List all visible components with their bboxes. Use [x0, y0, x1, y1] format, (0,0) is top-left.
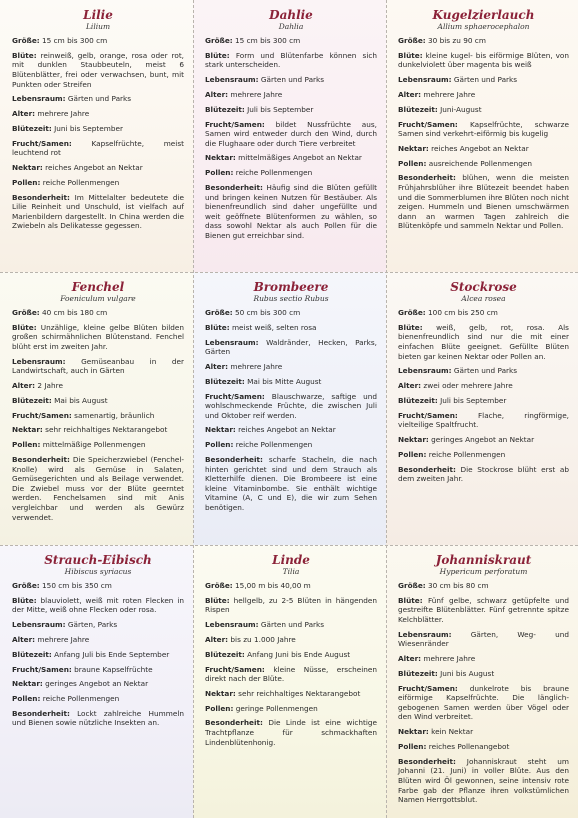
- fact-value: 100 cm bis 250 cm: [425, 308, 498, 317]
- fact-value: hellgelb, zu 2-5 Blüten in hängenden Rispen: [205, 595, 377, 615]
- fact-row: [12, 679, 184, 689]
- plant-card: [193, 0, 386, 272]
- fact-value: 150 cm bis 350 cm: [39, 581, 112, 590]
- fact-row: [398, 381, 569, 391]
- fact-row: [398, 105, 569, 115]
- fact-row: [205, 377, 377, 387]
- fact-label: Pollen:: [12, 694, 41, 704]
- fact-label: Alter:: [398, 654, 422, 664]
- plant-card: [0, 545, 193, 818]
- fact-row: [12, 596, 184, 615]
- fact-value: Flache, ringförmige, vielteilige Spaltfrucht.: [398, 410, 569, 430]
- fact-value: Gärten und Parks: [258, 75, 325, 85]
- fact-value: mittelmäßige Pollenmengen: [40, 440, 146, 450]
- fact-value: braune Kapselfrüchte: [71, 664, 153, 674]
- latin-name: Lilium: [85, 22, 111, 31]
- fact-label: Alter:: [205, 361, 229, 371]
- latin-name: Dahlia: [278, 22, 304, 31]
- fact-label: Alter:: [12, 634, 36, 644]
- fact-row: [12, 650, 184, 660]
- fact-row: [398, 323, 569, 361]
- fact-value: sehr reichhaltiges Nektarangebot: [42, 425, 168, 435]
- fact-row: [398, 75, 569, 85]
- fact-row: [12, 381, 184, 391]
- fact-value: blauviolett, weiß mit roten Flecken in der Mitte, weiß ohne Flecken oder rosa.: [12, 595, 184, 615]
- fact-label: Nektar:: [205, 688, 236, 698]
- fact-label: Frucht/Samen:: [12, 664, 72, 674]
- fact-row: [398, 654, 569, 664]
- plant-name: Dahlie: [269, 8, 313, 22]
- plant-card: [193, 272, 386, 545]
- fact-label: Alter:: [12, 381, 36, 391]
- fact-value: Die Stockrose blüht erst ab dem zweiten Jahr.: [398, 464, 569, 484]
- latin-name: Rubus sectio Rubus: [253, 294, 329, 303]
- fact-label: Größe:: [12, 308, 40, 317]
- fact-value: geringe Pollenmengen: [233, 703, 318, 713]
- fact-value: reiches Angebot an Nektar: [235, 425, 336, 435]
- fact-label: Lebensraum:: [398, 75, 452, 85]
- fact-label: Alter:: [398, 89, 422, 99]
- fact-row: [205, 704, 377, 714]
- fact-value: 30 cm bis 80 cm: [425, 581, 489, 590]
- fact-row: [205, 596, 377, 615]
- fact-row: [12, 620, 184, 630]
- fact-label: Blütezeit:: [205, 376, 245, 386]
- fact-row: [12, 455, 184, 522]
- fact-label: Größe:: [205, 36, 233, 45]
- fact-value: mehrere Jahre: [421, 89, 476, 99]
- fact-row: [398, 159, 569, 169]
- fact-label: Frucht/Samen:: [398, 119, 458, 129]
- fact-value: Die Linde ist eine wichtige Trachtpflanze für schmackhaften Lindenblütenhonig.: [205, 718, 377, 747]
- fact-row: [205, 153, 377, 163]
- fact-label: Besonderheit:: [205, 183, 263, 193]
- fact-value: Juli bis September: [244, 104, 314, 114]
- fact-value: Anfang Juli bis Ende September: [51, 649, 170, 659]
- fact-row: [12, 193, 184, 231]
- fact-row: [398, 684, 569, 722]
- fact-value: Mai bis Mitte August: [244, 376, 322, 386]
- fact-label: Blüte:: [12, 322, 37, 332]
- fact-row: [398, 669, 569, 679]
- fact-label: Blüte:: [12, 50, 37, 60]
- fact-row: [12, 440, 184, 450]
- fact-label: Lebensraum:: [12, 620, 66, 630]
- fact-label: Besonderheit:: [12, 708, 70, 718]
- cut-line-vertical: [193, 0, 194, 818]
- fact-label: Lebensraum:: [205, 620, 259, 630]
- fact-value: reiche Pollenmengen: [426, 449, 506, 459]
- fact-value: Lockt zahlreiche Hummeln und Bienen sowie nützliche Insekten an.: [12, 708, 184, 728]
- fact-value: Im Mittelalter bedeutete die Lilie Reinheit und Unschuld, ist vielfach auf Marienbildern dargestellt. In China werden die Zwiebeln als Delikatesse gegessen.: [12, 192, 184, 231]
- fact-value: Kapselfrüchte, meist leuchtend rot: [12, 138, 184, 158]
- fact-label: Lebensraum:: [205, 337, 259, 347]
- fact-label: Lebensraum:: [12, 356, 66, 366]
- fact-value: mehrere Jahre: [35, 109, 90, 119]
- fact-label: Pollen:: [398, 742, 427, 752]
- fact-value: kein Nektar: [428, 727, 474, 737]
- fact-row: [12, 425, 184, 435]
- fact-row: [398, 308, 569, 318]
- fact-label: Blüte:: [205, 595, 230, 605]
- fact-row: [205, 36, 377, 46]
- fact-label: Nektar:: [12, 425, 43, 435]
- fact-row: [205, 120, 377, 149]
- fact-value: sehr reichhaltiges Nektarangebot: [235, 688, 361, 698]
- fact-label: Alter:: [205, 634, 229, 644]
- fact-value: Juni-August: [437, 104, 482, 114]
- plant-name: Strauch-Eibisch: [44, 553, 152, 567]
- latin-name: Hypericum perforatum: [439, 567, 528, 576]
- fact-label: Nektar:: [398, 143, 429, 153]
- fact-value: scharfe Stacheln, die nach hinten gerichtet sind und dem Strauch als Kletterhilfe dienen. Die Brombeere ist eine kleine Vitaminbombe. Sie enthält wichtige Vitamine (A, C und E), die wir zum Sehen benötigen.: [205, 455, 377, 512]
- fact-row: [398, 435, 569, 445]
- fact-value: Waldränder, Hecken, Parks, Gärten: [205, 337, 377, 357]
- plant-card: [0, 0, 193, 272]
- fact-label: Frucht/Samen:: [398, 410, 458, 420]
- fact-row: [205, 75, 377, 85]
- fact-value: Gärten, Weg- und Wiesenränder: [398, 629, 569, 649]
- latin-name: Tilia: [282, 567, 300, 576]
- fact-value: 15 cm bis 300 cm: [232, 36, 301, 45]
- fact-value: Die Speicherzwiebel (Fenchel-Knolle) wird als Gemüse in Salaten, Gemüsegerichten und als Beilage verwendet. Die Zwiebel muss vor der Blüte geerntet werden. Fenchelsamen sind mit Anis vergleichbar und werden als Gewürz verwendet.: [12, 455, 184, 522]
- fact-label: Pollen:: [398, 158, 427, 168]
- fact-value: mehrere Jahre: [228, 89, 283, 99]
- fact-label: Frucht/Samen:: [205, 664, 265, 674]
- fact-label: Größe:: [398, 581, 426, 590]
- fact-row: [398, 450, 569, 460]
- fact-label: Frucht/Samen:: [12, 410, 72, 420]
- fact-label: Besonderheit:: [398, 756, 456, 766]
- fact-row: [398, 144, 569, 154]
- fact-value: 15,00 m bis 40,00 m: [232, 581, 311, 590]
- fact-row: [205, 718, 377, 747]
- fact-label: Nektar:: [12, 163, 43, 173]
- plant-card: [0, 272, 193, 545]
- fact-label: Besonderheit:: [205, 455, 263, 465]
- fact-row: [12, 357, 184, 376]
- fact-label: Lebensraum:: [398, 629, 452, 639]
- fact-value: dunkelrote bis braune eiförmige Kapselfrüchte. Die länglich-gebogenen Samen werden über Vögel oder den Wind verbreitet.: [398, 683, 569, 722]
- fact-value: reiches Angebot an Nektar: [42, 163, 143, 173]
- fact-value: Gärten und Parks: [258, 620, 325, 630]
- fact-value: blühen, wenn die meisten Frühjahrsblüher ihre Blütezeit beendet haben und die Sommerblumen ihre Blüten noch nicht zeigen. Hummeln und Bienen umschwärmen dann an warmen Tagen zahlreich die Blütenköpfe und sammeln Nektar und Pollen.: [398, 173, 569, 231]
- fact-row: [398, 630, 569, 649]
- fact-label: Blütezeit:: [12, 395, 52, 405]
- fact-row: [205, 338, 377, 357]
- fact-label: Pollen:: [12, 440, 41, 450]
- fact-row: [205, 51, 377, 70]
- fact-value: 2 Jahre: [35, 381, 63, 391]
- fact-value: geringes Angebot an Nektar: [428, 435, 535, 445]
- plant-card: [193, 545, 386, 818]
- fact-label: Größe:: [398, 36, 426, 45]
- fact-label: Blüte:: [205, 322, 230, 332]
- fact-row: [12, 139, 184, 158]
- fact-row: [205, 168, 377, 178]
- plant-name: Kugelzierlauch: [432, 8, 535, 22]
- fact-value: zwei oder mehrere Jahre: [421, 381, 513, 391]
- fact-value: mittelmäßiges Angebot an Nektar: [235, 153, 362, 163]
- fact-row: [398, 51, 569, 70]
- fact-row: [398, 727, 569, 737]
- plant-card: [386, 545, 578, 818]
- fact-label: Blüte:: [398, 322, 423, 332]
- fact-label: Lebensraum:: [205, 75, 259, 85]
- fact-row: [205, 362, 377, 372]
- fact-row: [12, 308, 184, 318]
- fact-label: Nektar:: [12, 679, 43, 689]
- fact-row: [205, 635, 377, 645]
- fact-row: [398, 742, 569, 752]
- fact-row: [12, 635, 184, 645]
- fact-label: Größe:: [12, 581, 40, 590]
- fact-value: Unzählige, kleine gelbe Blüten bilden großen schirmähnlichen Blütenstand. Fenchel blüht erst im zweiten Jahr.: [12, 322, 184, 351]
- cut-line-horizontal: [0, 272, 578, 273]
- fact-label: Blütezeit:: [12, 123, 52, 133]
- fact-label: Nektar:: [398, 727, 429, 737]
- fact-label: Nektar:: [205, 153, 236, 163]
- fact-label: Besonderheit:: [12, 192, 70, 202]
- fact-row: [12, 709, 184, 728]
- fact-value: reiche Pollenmengen: [40, 177, 120, 187]
- fact-value: Anfang Juni bis Ende August: [244, 649, 351, 659]
- fact-row: [12, 94, 184, 104]
- fact-value: 30 bis zu 90 cm: [425, 36, 486, 45]
- plant-name: Stockrose: [450, 280, 517, 294]
- fact-row: [12, 323, 184, 352]
- fact-value: kleine kugel- bis eiförmige Blüten, von dunkelviolett über magenta bis weiß: [398, 50, 569, 70]
- fact-label: Pollen:: [205, 168, 234, 178]
- fact-label: Besonderheit:: [398, 464, 456, 474]
- fact-value: reiche Pollenmengen: [40, 694, 120, 704]
- fact-row: [12, 178, 184, 188]
- fact-label: Blüte:: [398, 595, 423, 605]
- fact-row: [398, 90, 569, 100]
- fact-row: [205, 581, 377, 591]
- fact-value: mehrere Jahre: [421, 654, 476, 664]
- fact-label: Alter:: [12, 109, 36, 119]
- fact-label: Größe:: [205, 308, 233, 317]
- fact-value: Johanniskraut steht um Johanni (21. Juni) in voller Blüte. Aus den Blüten wird Öl gewonnen, seine intensiv rote Farbe gab der Pflanze ihren volkstümlichen Namen Herrgottsblut.: [398, 756, 569, 805]
- fact-value: reiches Pollenangebot: [426, 742, 510, 752]
- fact-label: Alter:: [205, 89, 229, 99]
- latin-name: Foeniculum vulgare: [60, 294, 136, 303]
- fact-row: [205, 183, 377, 241]
- fact-label: Pollen:: [205, 440, 234, 450]
- fact-value: mehrere Jahre: [35, 634, 90, 644]
- fact-value: Gärten und Parks: [451, 75, 518, 85]
- fact-value: 50 cm bis 300 cm: [232, 308, 301, 317]
- fact-label: Blütezeit:: [12, 649, 52, 659]
- latin-name: Hibiscus syriacus: [64, 567, 132, 576]
- fact-label: Besonderheit:: [12, 455, 70, 465]
- fact-value: Fünf gelbe, schwarz getüpfelte und gestreifte Blütenblätter. Fünf getrennte spitze Kelchblätter.: [398, 595, 569, 624]
- fact-row: [398, 581, 569, 591]
- fact-row: [398, 465, 569, 484]
- fact-value: geringes Angebot an Nektar: [42, 679, 149, 689]
- fact-label: Blütezeit:: [205, 104, 245, 114]
- fact-row: [12, 36, 184, 46]
- fact-row: [12, 109, 184, 119]
- fact-row: [398, 396, 569, 406]
- fact-row: [12, 51, 184, 89]
- fact-label: Lebensraum:: [398, 366, 452, 376]
- fact-value: meist weiß, selten rosa: [229, 322, 317, 332]
- plant-name: Linde: [272, 553, 310, 567]
- fact-value: ausreichende Pollenmengen: [426, 158, 532, 168]
- latin-name: Alcea rosea: [461, 294, 506, 303]
- fact-value: 15 cm bis 300 cm: [39, 36, 108, 45]
- fact-value: Gärten und Parks: [65, 94, 132, 104]
- plant-card: [386, 0, 578, 272]
- fact-row: [12, 581, 184, 591]
- fact-row: [398, 411, 569, 430]
- fact-value: Gärten und Parks: [451, 366, 518, 376]
- fact-value: Gemüseanbau in der Landwirtschaft, auch in Gärten: [12, 356, 184, 376]
- fact-row: [205, 323, 377, 333]
- fact-value: bildet Nussfrüchte aus, Samen wird entweder durch den Wind, durch die Flughaare oder durch Tiere verbreitet: [205, 119, 377, 148]
- fact-value: 40 cm bis 180 cm: [39, 308, 108, 317]
- fact-label: Pollen:: [205, 703, 234, 713]
- fact-row: [205, 392, 377, 421]
- fact-label: Größe:: [205, 581, 233, 590]
- fact-row: [12, 411, 184, 421]
- latin-name: Allium sphaerocephalon: [437, 22, 530, 31]
- fact-value: reiche Pollenmengen: [233, 440, 313, 450]
- fact-label: Alter:: [398, 381, 422, 391]
- fact-label: Lebensraum:: [12, 94, 66, 104]
- fact-row: [205, 689, 377, 699]
- fact-row: [205, 455, 377, 513]
- fact-label: Größe:: [398, 308, 426, 317]
- fact-label: Frucht/Samen:: [205, 119, 265, 129]
- fact-row: [12, 163, 184, 173]
- fact-row: [398, 36, 569, 46]
- fact-label: Blütezeit:: [398, 104, 438, 114]
- fact-row: [205, 90, 377, 100]
- fact-label: Besonderheit:: [398, 173, 456, 183]
- fact-value: Form und Blütenfarbe können sich stark unterscheiden.: [205, 50, 377, 70]
- fact-row: [205, 105, 377, 115]
- fact-row: [398, 173, 569, 231]
- fact-value: reinweiß, gelb, orange, rosa oder rot, mit dunklen Staubbeuteln, meist 6 Blütenblätter, frei oder verwachsen, bunt, mit Punkten oder Streifen: [12, 50, 184, 89]
- cut-line-horizontal: [0, 545, 578, 546]
- fact-label: Blüte:: [398, 50, 423, 60]
- fact-value: reiches Angebot an Nektar: [428, 143, 529, 153]
- fact-row: [205, 650, 377, 660]
- fact-value: weiß, gelb, rot, rosa. Als bienenfreundlich sind nur die mit einer einfachen Blüte geeignet. Gefüllte Blüten bieten gar keinen Nektar oder Pollen an.: [398, 322, 569, 361]
- fact-value: Mai bis August: [51, 395, 108, 405]
- fact-value: Juli bis September: [437, 395, 507, 405]
- fact-label: Blüte:: [12, 595, 37, 605]
- fact-label: Blütezeit:: [398, 668, 438, 678]
- fact-row: [205, 620, 377, 630]
- fact-row: [12, 665, 184, 675]
- fact-value: bis zu 1.000 Jahre: [228, 634, 296, 644]
- fact-row: [398, 596, 569, 625]
- fact-label: Pollen:: [398, 449, 427, 459]
- plant-name: Lilie: [83, 8, 113, 22]
- fact-label: Blütezeit:: [205, 649, 245, 659]
- plant-name: Fenchel: [71, 280, 125, 294]
- fact-label: Frucht/Samen:: [205, 391, 265, 401]
- fact-value: kleine Nüsse, erscheinen direkt nach der Blüte.: [205, 664, 377, 684]
- fact-label: Frucht/Samen:: [398, 683, 458, 693]
- fact-row: [205, 425, 377, 435]
- fact-row: [205, 665, 377, 684]
- fact-label: Besonderheit:: [205, 718, 263, 728]
- fact-value: Häufig sind die Blüten gefüllt und bringen keinen Nutzen für Bestäuber. Als bienenfreundlich sind daher ungefüllte und weit geöffnete Blütenformen zu wählen, so dass sowohl Nektar als auch Pollen für die Bienen gut erreichbar sind.: [205, 183, 377, 240]
- fact-row: [205, 440, 377, 450]
- fact-label: Nektar:: [398, 435, 429, 445]
- fact-value: Kapselfrüchte, schwarze Samen sind verkehrt-eiförmig bis kugelig: [398, 119, 569, 139]
- fact-value: Juni bis September: [51, 123, 123, 133]
- plant-name: Johanniskraut: [435, 553, 532, 567]
- fact-value: Gärten, Parks: [65, 620, 118, 630]
- fact-value: mehrere Jahre: [228, 361, 283, 371]
- fact-label: Frucht/Samen:: [12, 138, 72, 148]
- fact-row: [12, 396, 184, 406]
- fact-value: samenartig, bräunlich: [71, 410, 155, 420]
- plant-card: [386, 272, 578, 545]
- fact-label: Größe:: [12, 36, 40, 45]
- fact-row: [398, 120, 569, 139]
- fact-row: [205, 308, 377, 318]
- fact-label: Nektar:: [205, 425, 236, 435]
- plant-name: Brombeere: [253, 280, 329, 294]
- fact-value: Blauschwarze, saftige und wohlschmeckende Früchte, die zwischen Juli und Oktober reif werden.: [205, 391, 377, 420]
- fact-value: Juni bis August: [437, 668, 495, 678]
- fact-row: [398, 366, 569, 376]
- cut-line-vertical: [386, 0, 387, 818]
- fact-row: [398, 757, 569, 805]
- fact-value: reiche Pollenmengen: [233, 168, 313, 178]
- fact-label: Pollen:: [12, 177, 41, 187]
- fact-label: Blütezeit:: [398, 395, 438, 405]
- fact-row: [12, 124, 184, 134]
- fact-label: Blüte:: [205, 50, 230, 60]
- fact-row: [12, 694, 184, 704]
